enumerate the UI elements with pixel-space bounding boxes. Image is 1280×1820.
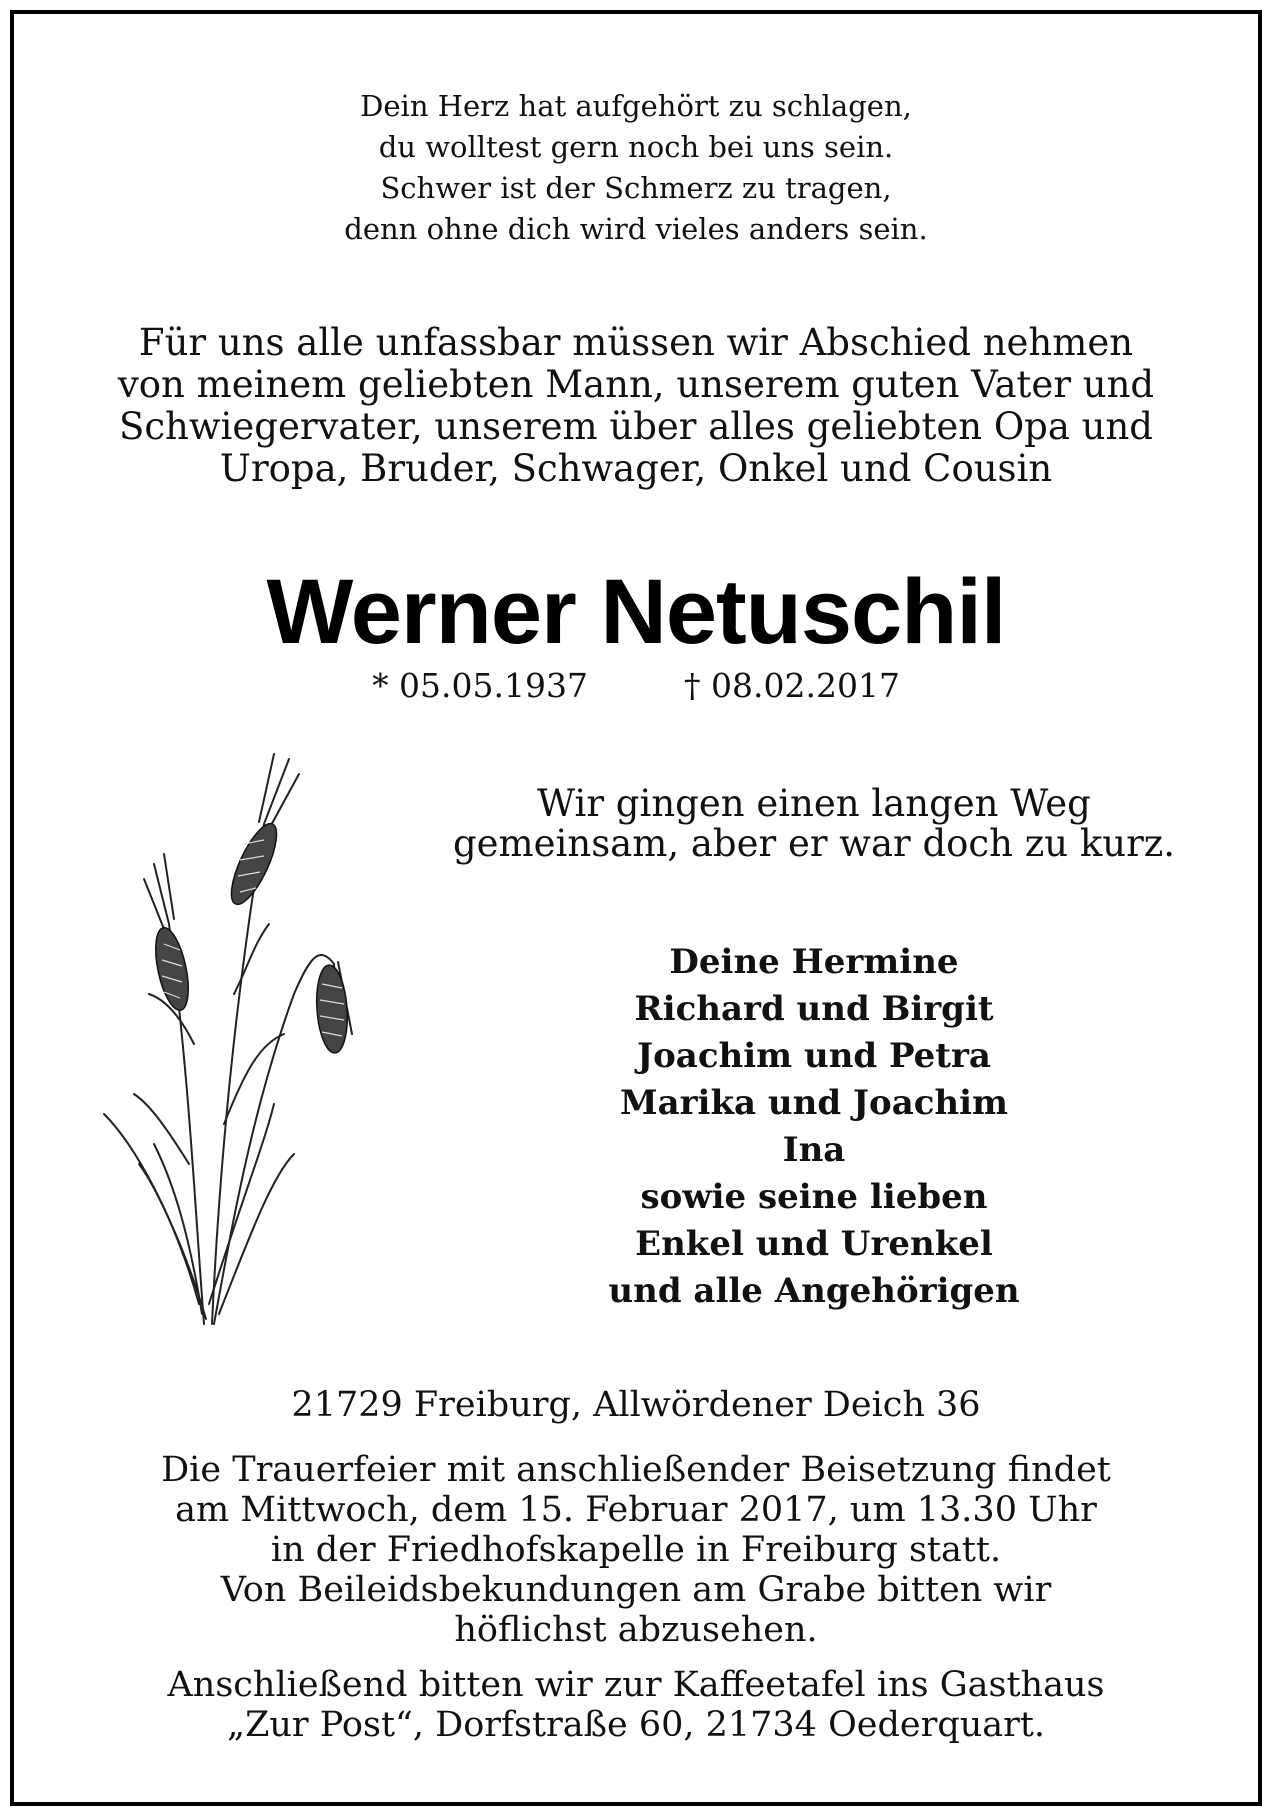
mourner: Richard und Birgit [634, 989, 994, 1029]
details-line: Die Trauerfeier mit anschließender Beisetzung findet [161, 1450, 1111, 1490]
address: 21729 Freiburg, Allwördener Deich 36 [291, 1385, 981, 1425]
quote-line: gemeinsam, aber er war doch zu kurz. [452, 822, 1176, 865]
details-line: in der Friedhofskapelle in Freiburg statt. [270, 1530, 1002, 1570]
intro-text [14, 322, 1258, 490]
quote [424, 784, 1204, 864]
poem-line: Schwer ist der Schmerz zu tragen, [380, 171, 892, 205]
poem-line: du wolltest gern noch bei uns sein. [378, 130, 894, 164]
poem-line: Dein Herz hat aufgehört zu schlagen, [360, 89, 912, 123]
quote-line: Wir gingen einen langen Weg [537, 782, 1091, 825]
obituary-notice [10, 10, 1262, 1806]
intro-line: Schwiegervater, unserem über alles geliebten Opa und [118, 405, 1153, 448]
life-dates [14, 666, 1258, 706]
mourners-list [424, 939, 1204, 1315]
mourner: und alle Angehörigen [608, 1271, 1020, 1311]
mourner: sowie seine lieben [640, 1177, 988, 1217]
poem-line: denn ohne dich wird vieles anders sein. [344, 212, 928, 246]
coffee-invitation [14, 1665, 1258, 1745]
wheat-ears-icon [94, 744, 394, 1334]
poem [14, 86, 1258, 250]
birth-date: * 05.05.1937 [372, 666, 588, 705]
death-date: † 08.02.2017 [684, 666, 900, 705]
mourner: Enkel und Urenkel [635, 1224, 993, 1264]
intro-line: von meinem geliebten Mann, unserem guten Vater und [117, 363, 1155, 406]
details-line: am Mittwoch, dem 15. Februar 2017, um 13.30 Uhr [175, 1490, 1097, 1530]
coffee-line: Anschließend bitten wir zur Kaffeetafel ins Gasthaus [167, 1665, 1105, 1705]
details-line: Von Beileidsbekundungen am Grabe bitten wir [220, 1570, 1052, 1610]
mourner: Deine Hermine [669, 942, 959, 982]
intro-line: Uropa, Bruder, Schwager, Onkel und Cousin [219, 447, 1053, 490]
funeral-details [14, 1450, 1258, 1650]
coffee-line: „Zur Post“, Dorfstraße 60, 21734 Oederquart. [226, 1705, 1046, 1745]
intro-line: Für uns alle unfassbar müssen wir Abschied nehmen [138, 321, 1134, 364]
mourner: Ina [782, 1130, 846, 1170]
deceased-name: Werner Netuschil [266, 561, 1006, 663]
details-line: höflichst abzusehen. [454, 1610, 818, 1650]
mourner: Marika und Joachim [619, 1083, 1009, 1123]
mourner: Joachim und Petra [637, 1036, 991, 1076]
